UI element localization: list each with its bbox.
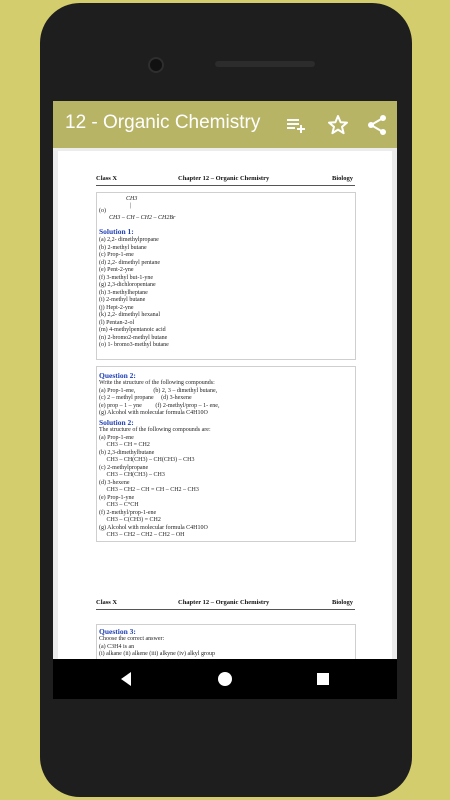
question-line: (g) Alcohol with molecular formula C4H10O <box>99 410 208 416</box>
solution-line: CH3 – CH2 – CH = CH – CH2 – CH3 <box>99 487 199 493</box>
front-camera <box>148 57 164 73</box>
solution-2-title: Solution 2: <box>99 418 134 427</box>
question-line: (i) alkane (ii) alkene (iii) alkyne (iv) alkyl group <box>99 651 215 657</box>
question-3-title: Question 3: <box>99 627 136 636</box>
solution-1-list <box>99 237 169 350</box>
question-3-text <box>99 636 215 659</box>
question-2-title: Question 2: <box>99 371 136 380</box>
list-item: (o) 1- bromo3-methyl butane <box>99 342 169 348</box>
back-icon[interactable] <box>117 669 137 689</box>
list-item: (m) 4-methylpentanoic acid <box>99 327 166 333</box>
list-item: (g) 2,3-dichloropentane <box>99 282 156 288</box>
solution-line: (d) 3-hexene <box>99 479 130 486</box>
recents-icon[interactable] <box>313 669 333 689</box>
list-item: (e) Pent-2-yne <box>99 267 134 273</box>
header-class: Class X <box>96 175 118 182</box>
answer-box-1 <box>96 192 356 360</box>
question-line: (e) prop – 1 – yne (f) 2-methyl/prop – 1- ene, <box>99 402 220 409</box>
question-2-text <box>99 380 219 418</box>
solution-line: (e) Prop-1-yne <box>99 494 135 501</box>
list-item: (h) 3-methylheptane <box>99 289 148 296</box>
question-line: (a) C3H4 is an <box>99 643 135 650</box>
list-item: (c) Prop-1-ene <box>99 252 134 258</box>
header-rule <box>96 609 355 610</box>
formula-top: CH3 <box>126 196 138 202</box>
solution-line: CH3 – CH2 – CH2 – CH2 – OH <box>99 532 185 538</box>
formula-bond: | <box>130 203 132 209</box>
speaker-grille <box>215 61 315 67</box>
solution-line: (b) 2,3-dimethylbutane <box>99 449 155 456</box>
solution-line: CH3 – C°CH <box>99 502 139 508</box>
home-icon[interactable] <box>215 669 235 689</box>
header-class: Class X <box>96 599 118 606</box>
navigation-bar <box>53 659 397 699</box>
answer-box-2 <box>96 366 356 542</box>
question-line: (a) Prop-1-ene, (b) 2, 3 – dimethyl butane, <box>99 387 218 394</box>
question-line: Choose the correct answer: <box>99 636 165 642</box>
header-subject: Biology <box>332 599 353 606</box>
solution-2-text <box>99 427 211 540</box>
solution-line: CH3 – CH(CH3) – CH(CH3) – CH3 <box>99 457 195 463</box>
solution-line: (f) 2-methyl/prop-1-ene <box>99 509 157 516</box>
header-chapter: Chapter 12 – Organic Chemistry <box>178 599 270 606</box>
star-outline-icon[interactable] <box>326 113 350 137</box>
list-item: (f) 3-methyl but-1-yne <box>99 274 153 281</box>
solution-line: (g) Alcohol with molecular formula C4H10O <box>99 524 208 531</box>
list-item: (d) 2,2- dimethyl pentane <box>99 259 160 266</box>
app-bar <box>53 101 397 148</box>
list-item: (n) 2-bromo2-methyl butane <box>99 334 168 341</box>
solution-line: CH3 – CH(CH3) – CH3 <box>99 472 165 478</box>
playlist-add-icon[interactable] <box>284 113 308 137</box>
header-rule <box>96 185 355 186</box>
list-item: (k) 2,2- dimethyl hexanal <box>99 312 160 318</box>
list-item: (j) Hept-2-yne <box>99 304 134 311</box>
solution-line: CH3 – CH = CH2 <box>99 442 150 448</box>
document-page-1 <box>58 151 392 661</box>
list-item: (b) 2-methyl butane <box>99 244 147 251</box>
solution-line: The structure of the following compounds are: <box>99 427 211 433</box>
solution-line: (c) 2-methylpropane <box>99 464 149 471</box>
solution-line: (a) Prop-1-ene <box>99 434 134 441</box>
screen <box>53 101 397 699</box>
header-chapter: Chapter 12 – Organic Chemistry <box>178 175 270 182</box>
share-icon[interactable] <box>365 113 389 137</box>
solution-1-title: Solution 1: <box>99 227 134 236</box>
list-item: (a) 2,2- dimethylpropane <box>99 237 159 243</box>
app-title: 12 - Organic Chemistry <box>65 112 261 133</box>
formula-main: CH3 – CH – CH2 – CH2Br <box>109 215 176 221</box>
list-item: (l) Pentan-2-ol <box>99 319 135 326</box>
question-line: Write the structure of the following compounds: <box>99 380 215 386</box>
list-item: (i) 2-methyl butane <box>99 297 146 303</box>
header-subject: Biology <box>332 175 353 182</box>
solution-line: CH3 – C(CH3) = CH2 <box>99 517 161 523</box>
formula-label: (o) <box>99 208 106 214</box>
question-line: (c) 2 – methyl propane (d) 3-hexene <box>99 395 192 401</box>
